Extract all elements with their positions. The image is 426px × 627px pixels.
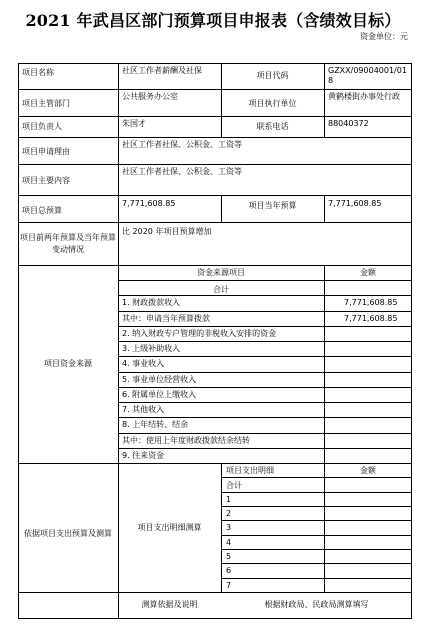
budget-value: 7,771,608.85 <box>122 199 176 208</box>
expenditure-row-divider <box>221 506 412 507</box>
funding-item-label: 6. 附属单位上缴收入 <box>122 390 197 399</box>
funding-item-amount: 7,771,608.85 <box>344 298 398 307</box>
project-code-label: 项目代码 <box>256 71 289 80</box>
funding-row-divider <box>118 402 412 403</box>
funding-total-label: 合计 <box>213 285 229 294</box>
expenditure-header-amount: 金额 <box>360 466 376 475</box>
expenditure-item-label: 3 <box>226 523 232 532</box>
funding-row-divider <box>118 433 412 434</box>
reason-label: 项目申请理由 <box>22 147 70 156</box>
funding-item-label: 8. 上年结转、结余 <box>122 420 189 429</box>
project-code-value: GZXX/09004001/018 <box>328 66 407 85</box>
expenditure-item-label: 2 <box>226 509 232 518</box>
expenditure-row-divider <box>221 477 412 478</box>
year-budget-value: 7,771,608.85 <box>328 199 382 208</box>
expenditure-row-divider <box>221 520 412 521</box>
expenditure-item-label: 1 <box>226 495 232 504</box>
phone-label: 联系电话 <box>256 122 289 131</box>
expenditure-total-label: 合计 <box>226 481 242 490</box>
content-value: 社区工作者社保、公积金、工资等 <box>122 167 242 176</box>
expenditure-label: 依据项目支出预算及测算 <box>24 529 112 538</box>
expenditure-row-divider <box>221 492 412 493</box>
funding-item-label: 7. 其他收入 <box>122 405 165 414</box>
funding-row-divider <box>118 387 412 388</box>
basis-label: 测算依据及说明 <box>141 600 198 609</box>
funding-row-divider <box>118 448 412 449</box>
funding-header-amount: 金额 <box>360 268 376 277</box>
dept-value: 公共服务办公室 <box>122 92 178 101</box>
phone-value: 88040372 <box>328 119 369 128</box>
content-label: 项目主要内容 <box>22 176 70 185</box>
funding-row-divider <box>118 341 412 342</box>
currency-unit: 资金单位：元 <box>360 32 408 41</box>
funding-row-divider <box>118 326 412 327</box>
funding-item-label: 其中：申请当年预算拨款 <box>122 314 210 323</box>
page-title: 2021 年武昌区部门预算项目申报表（含绩效目标） <box>25 11 401 30</box>
funding-item-label: 9. 往来资金 <box>122 451 165 460</box>
budget-label: 项目总预算 <box>22 206 62 215</box>
funding-row-divider <box>118 280 412 281</box>
funding-label: 项目资金来源 <box>44 359 92 368</box>
project-name-label: 项目名称 <box>22 68 54 77</box>
owner-value: 朱国才 <box>122 119 146 128</box>
owner-label: 项目负责人 <box>22 122 62 131</box>
expenditure-row-divider <box>221 563 412 564</box>
funding-item-amount: 7,771,608.85 <box>344 314 398 323</box>
funding-row-divider <box>118 417 412 418</box>
expenditure-row-divider <box>221 578 412 579</box>
funding-row-divider <box>118 372 412 373</box>
exec-value: 黄鹤楼街办事处行政 <box>328 92 400 101</box>
year-budget-label: 项目当年预算 <box>248 201 297 210</box>
funding-item-label: 4. 事业收入 <box>122 359 165 368</box>
expenditure-item-label: 4 <box>226 538 232 547</box>
expenditure-item-label: 5 <box>226 552 232 561</box>
project-name-value: 社区工作者薪酬及社保 <box>122 66 202 75</box>
funding-item-label: 其中：使用上年度财政拨款结余结转 <box>122 436 250 445</box>
funding-row-divider <box>118 356 412 357</box>
change-value: 比 2020 年项目预算增加 <box>122 227 212 236</box>
dept-label: 项目主管部门 <box>22 99 70 108</box>
expenditure-item-label: 7 <box>226 581 232 590</box>
change-label: 项目前两年预算及当年预算变动情况 <box>20 233 116 254</box>
funding-item-label: 3. 上级补助收入 <box>122 344 181 353</box>
expenditure-header-item: 项目支出明细 <box>226 466 274 475</box>
funding-header-source: 资金来源项目 <box>197 268 245 277</box>
funding-item-label: 5. 事业单位经营收入 <box>122 375 197 384</box>
expenditure-item-label: 6 <box>226 566 232 575</box>
exec-label: 项目执行单位 <box>248 99 297 108</box>
funding-item-label: 2. 纳入财政专户管理的非税收入安排的资金 <box>122 329 277 338</box>
funding-row-divider <box>118 311 412 312</box>
funding-item-label: 1. 财政拨款收入 <box>122 298 181 307</box>
funding-row-divider <box>118 295 412 296</box>
basis-value: 根据财政局、民政局测算填写 <box>264 600 369 609</box>
reason-value: 社区工作者社保、公积金、工资等 <box>122 140 242 149</box>
expenditure-row-divider <box>221 535 412 536</box>
expenditure-detail-label: 项目支出明细测算 <box>137 523 202 532</box>
expenditure-row-divider <box>221 549 412 550</box>
